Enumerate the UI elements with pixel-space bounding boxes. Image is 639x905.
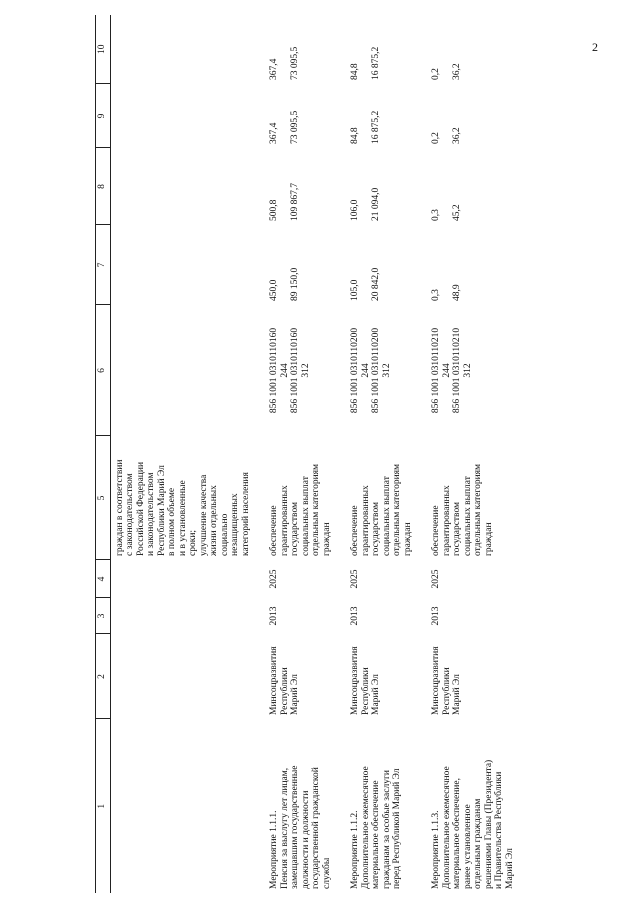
value-col-9: 84,8 16 875,2 — [350, 110, 381, 144]
rotated-table-container — [95, 15, 609, 893]
executor: Минсоцразвития Республики Марий Эл — [350, 646, 381, 715]
continuation-row — [110, 15, 251, 893]
program-measures-table — [95, 15, 515, 893]
col-header-9: 9 — [96, 84, 111, 148]
executor: Минсоцразвития Республики Марий Эл — [431, 646, 462, 715]
executor: Минсоцразвития Республики Марий Эл — [269, 646, 300, 715]
value-col-7: 105,0 20 842,0 — [350, 267, 381, 301]
budget-codes: 856 1001 0310110160 244 856 1001 0310110160 312 — [269, 327, 311, 414]
end-year: 2025 — [269, 569, 279, 589]
col-header-4: 4 — [96, 560, 111, 598]
expected-result: обеспечение гарантированных государством социальных выплат отдельным категориям граждан — [269, 463, 332, 556]
budget-codes: 856 1001 0310110200 244 856 1001 0310110200 312 — [350, 327, 392, 414]
value-col-8: 500,8 109 867,7 — [269, 183, 300, 221]
col-header-10: 10 — [96, 15, 111, 84]
col-header-8: 8 — [96, 148, 111, 225]
end-year: 2025 — [431, 569, 441, 589]
measure-name: Мероприятие 1.1.3. Дополнительное ежемесячное материальное обеспечение, ранее установленное отдельным гражданам решениями Главы (Президента) и Правительства Республики Марий Эл — [431, 759, 515, 889]
measure-name: Мероприятие 1.1.2. Дополнительное ежемесячное материальное обеспечение гражданам за особые заслуги перед Республикой Марий Эл — [350, 766, 402, 889]
column-number-header — [96, 15, 111, 893]
value-col-7: 450,0 89 150,0 — [269, 267, 300, 301]
page-number: 2 — [592, 40, 598, 54]
table-row — [346, 15, 413, 893]
col-header-1: 1 — [96, 719, 111, 893]
measure-name: Мероприятие 1.1.1. Пенсия за выслугу лет лицам, замещавшим государственные должности и должности государственной гражданской службы — [269, 765, 332, 889]
value-col-8: 106,0 21 094,0 — [350, 187, 381, 221]
table-row — [427, 15, 515, 893]
end-year: 2025 — [350, 569, 360, 589]
budget-codes: 856 1001 0310110210 244 856 1001 0310110210 312 — [431, 327, 473, 414]
value-col-9: 367,4 73 095,5 — [269, 110, 300, 144]
expected-result: обеспечение гарантированных государством социальных выплат отдельным категориям граждан — [350, 463, 413, 556]
start-year: 2013 — [350, 606, 360, 626]
expected-result: обеспечение гарантированных государством социальных выплат отдельным категориям граждан — [431, 463, 494, 556]
start-year: 2013 — [269, 606, 279, 626]
table-row — [265, 15, 332, 893]
col-header-6: 6 — [96, 305, 111, 436]
value-col-7: 0,3 48,9 — [431, 284, 462, 301]
col-header-5: 5 — [96, 436, 111, 560]
start-year: 2013 — [431, 606, 441, 626]
value-col-10: 367,4 73 095,5 — [269, 46, 300, 80]
col-header-3: 3 — [96, 598, 111, 634]
value-col-10: 84,8 16 875,2 — [350, 46, 381, 80]
col-header-2: 2 — [96, 634, 111, 719]
col-header-7: 7 — [96, 225, 111, 305]
value-col-10: 0,2 36,2 — [431, 63, 462, 80]
continuation-result-text: граждан в соответствии с законодательством Российской Федерации и законодательством Республики Марий Эл в полном объеме и в установленные сроки; улучшение качества жизни отдельных социально незащищенных категорий населения — [114, 459, 251, 556]
value-col-8: 0,3 45,2 — [431, 204, 462, 221]
value-col-9: 0,2 36,2 — [431, 127, 462, 144]
